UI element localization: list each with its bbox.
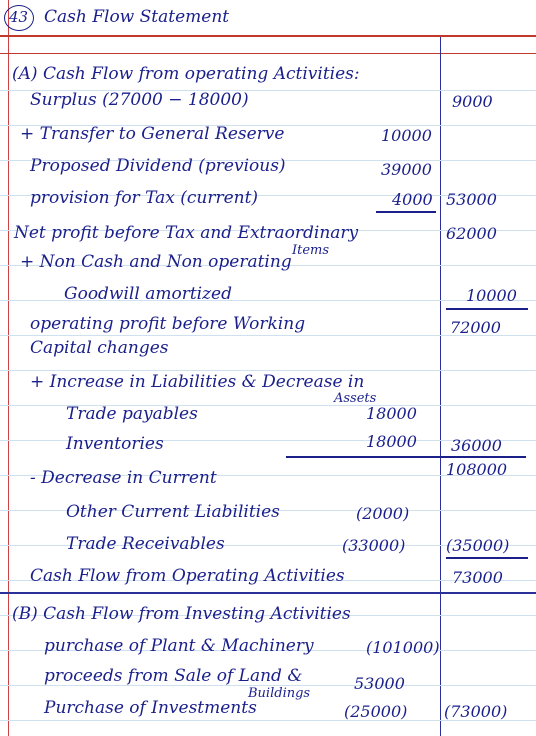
proposed-dividend-amount: 39000: [381, 160, 432, 179]
items-word: Items: [292, 243, 330, 258]
net-profit-label: Net profit before Tax and Extraordinary: [14, 223, 359, 243]
operating-heading: (A) Cash Flow from operating Activities:: [12, 64, 360, 84]
op-profit-label-1: operating profit before Working: [30, 314, 306, 334]
investments-label: Purchase of Investments: [44, 698, 257, 718]
plant-amount: (101000): [366, 638, 440, 657]
investments-total: (73000): [444, 702, 508, 721]
provision-total: 53000: [446, 190, 497, 209]
trade-rec-label: Trade Receivables: [66, 534, 225, 554]
margin-line: [8, 0, 9, 736]
inventories-total: 36000: [451, 436, 502, 455]
decrease-current-label: - Decrease in Current: [30, 468, 217, 488]
transfer-gr-label: + Transfer to General Reserve: [20, 124, 285, 144]
investments-amount: (25000): [344, 702, 408, 721]
transfer-gr-amount: 10000: [381, 126, 432, 145]
investing-heading: (B) Cash Flow from Investing Activities: [12, 604, 351, 624]
trade-rec-total: (35000): [446, 536, 510, 555]
trade-payables-amount: 18000: [366, 404, 417, 423]
goodwill-label: Goodwill amortized: [64, 284, 232, 304]
cfo-label: Cash Flow from Operating Activities: [30, 566, 345, 586]
provision-tax-label: provision for Tax (current): [30, 188, 259, 208]
op-profit-amount: 72000: [450, 318, 501, 337]
trade-rec-amount: (33000): [342, 536, 406, 555]
cfo-amount: 73000: [452, 568, 503, 587]
provision-tax-amount: 4000: [392, 190, 433, 209]
proposed-dividend-label: Proposed Dividend (previous): [30, 156, 286, 176]
assets-word: Assets: [334, 391, 377, 406]
cfo-rule: [0, 592, 536, 594]
trade-payables-label: Trade payables: [66, 404, 198, 424]
header-rule: [0, 35, 536, 37]
question-number: 43: [9, 8, 29, 26]
other-cl-amount: (2000): [356, 504, 410, 523]
plant-label: purchase of Plant & Machinery: [44, 636, 314, 656]
subtotal-amount: 108000: [446, 460, 508, 479]
other-cl-label: Other Current Liabilities: [66, 502, 280, 522]
increase-liab-label: + Increase in Liabilities & Decrease in: [30, 372, 365, 392]
header-rule-2: [0, 53, 536, 54]
inventories-label: Inventories: [66, 434, 164, 454]
land-label: proceeds from Sale of Land &: [44, 666, 303, 686]
page-title: Cash Flow Statement: [44, 7, 230, 27]
amount-column-divider: [440, 37, 441, 736]
buildings-word: Buildings: [248, 686, 311, 701]
goodwill-amount: 10000: [466, 286, 517, 305]
net-profit-amount: 62000: [446, 224, 497, 243]
surplus-amount: 9000: [452, 92, 493, 111]
surplus-label: Surplus (27000 − 18000): [30, 90, 249, 110]
non-cash-label: + Non Cash and Non operating: [20, 252, 292, 272]
land-amount: 53000: [354, 674, 405, 693]
inventories-amount: 18000: [366, 432, 417, 451]
op-profit-label-2: Capital changes: [30, 338, 169, 358]
